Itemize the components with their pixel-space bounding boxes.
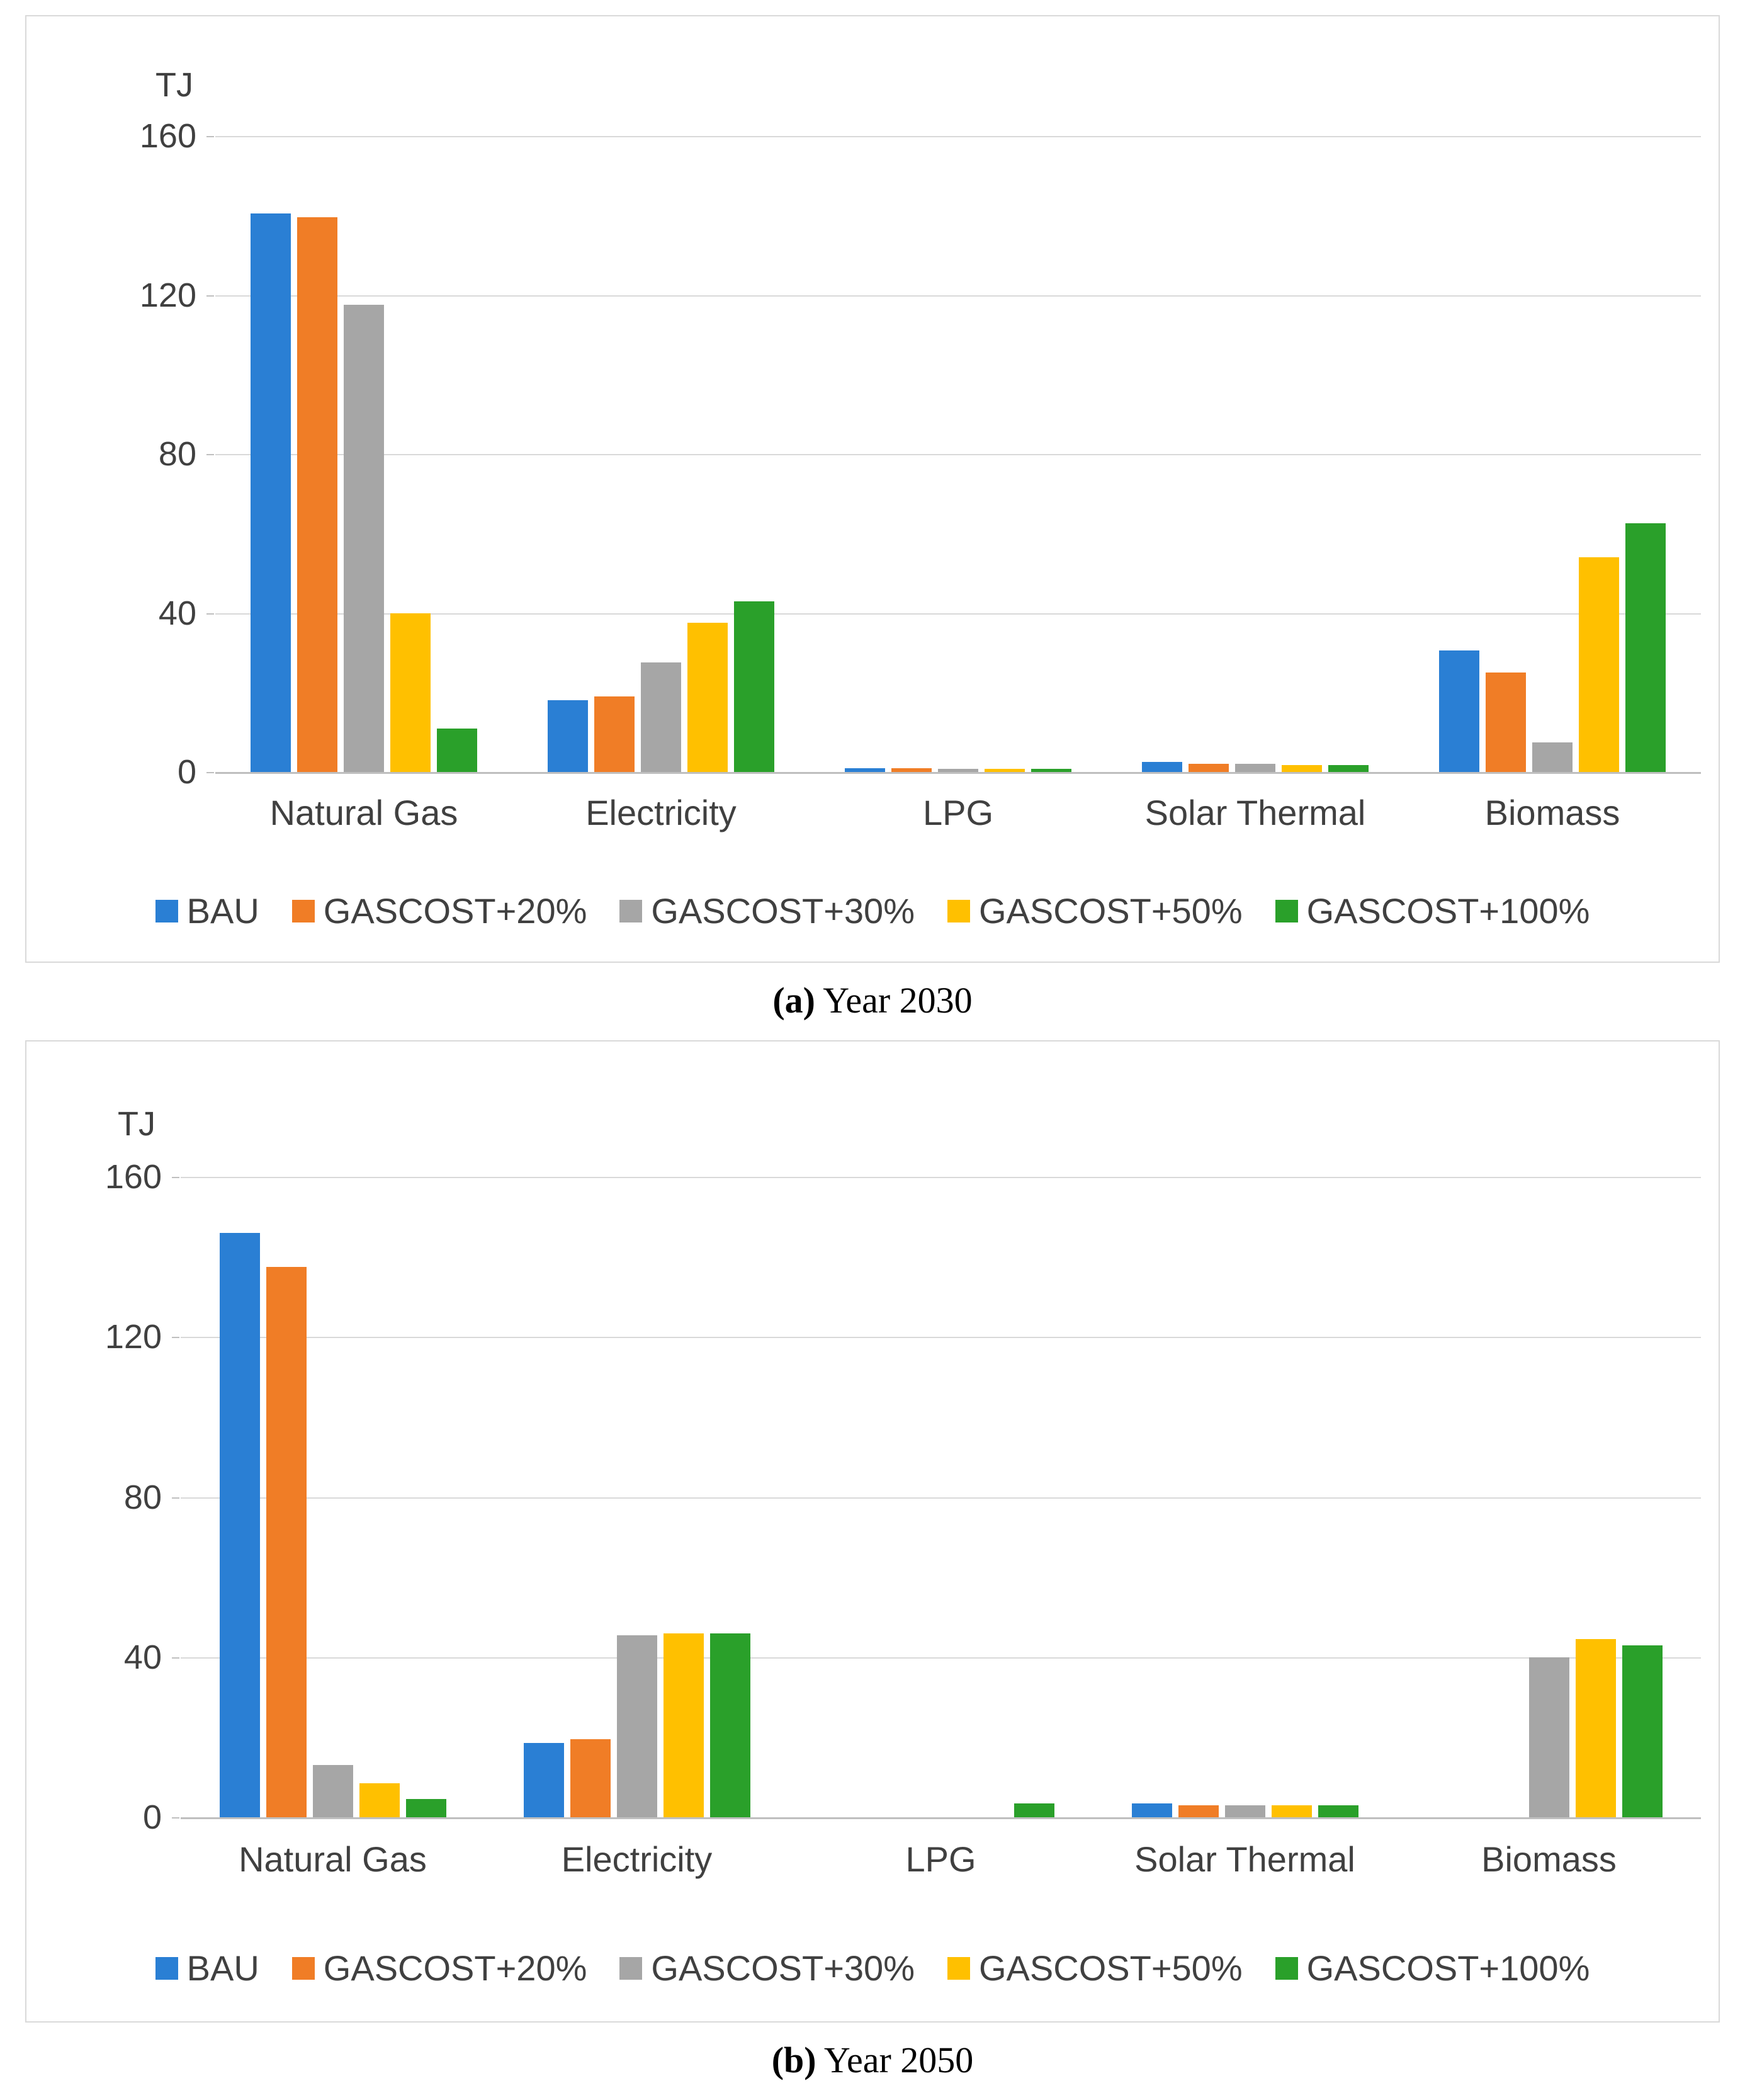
legend-item — [292, 1948, 587, 1989]
bar — [664, 1633, 704, 1817]
gridline — [181, 1337, 1701, 1338]
y-axis-unit: TJ — [118, 1105, 155, 1143]
legend-label: BAU — [186, 891, 259, 931]
bar — [938, 769, 978, 772]
x-axis-category-label: Solar Thermal — [1134, 1839, 1355, 1879]
legend-swatch — [947, 1957, 970, 1980]
bar — [297, 217, 337, 772]
y-axis-tick-label: 160 — [139, 117, 196, 155]
bar — [570, 1739, 611, 1817]
legend-swatch — [619, 1957, 642, 1980]
bar — [687, 623, 728, 772]
bar — [891, 768, 932, 772]
x-axis-line — [181, 1817, 1701, 1819]
gridline — [181, 1657, 1701, 1659]
bar — [406, 1799, 446, 1817]
y-axis-tick — [206, 613, 214, 615]
legend-item — [947, 890, 1243, 931]
bar — [710, 1633, 750, 1817]
caption-a-prefix: (a) — [772, 980, 815, 1021]
bar — [1486, 673, 1526, 772]
legend-swatch — [155, 900, 178, 922]
y-axis-tick-label: 0 — [177, 753, 196, 791]
legend-item — [1275, 1948, 1590, 1989]
y-axis-tick-label: 40 — [158, 594, 196, 632]
y-axis-tick — [172, 1497, 179, 1499]
x-axis-category-label: LPG — [922, 793, 994, 832]
x-axis-category-label: Biomass — [1481, 1839, 1617, 1879]
y-axis-tick-label: 120 — [139, 276, 196, 314]
plot-area-b — [26, 1041, 1719, 2021]
y-axis-tick — [172, 1657, 179, 1659]
bar — [1225, 1805, 1265, 1817]
bar — [1235, 764, 1275, 772]
bar — [985, 769, 1025, 772]
bar — [1272, 1805, 1312, 1817]
y-axis-tick-label: 80 — [123, 1478, 162, 1516]
legend-item — [155, 890, 259, 931]
bar — [524, 1743, 564, 1817]
legend-label: GASCOST+50% — [979, 1948, 1243, 1988]
y-axis-tick-label: 0 — [142, 1798, 162, 1836]
y-axis-tick-label: 40 — [123, 1638, 162, 1676]
x-axis-category-label: LPG — [905, 1839, 976, 1879]
legend-item — [619, 890, 915, 931]
bar — [390, 613, 431, 773]
bar — [359, 1783, 400, 1817]
chart-a — [25, 15, 1720, 963]
bar — [641, 662, 681, 772]
x-axis-category-label: Solar Thermal — [1144, 793, 1366, 832]
bar — [1178, 1805, 1219, 1817]
bar — [266, 1267, 307, 1817]
legend-label: GASCOST+20% — [323, 1948, 587, 1988]
x-axis-category-label: Electricity — [561, 1839, 713, 1879]
bar — [1014, 1803, 1054, 1817]
legend-swatch — [292, 1957, 315, 1980]
bar — [1318, 1805, 1358, 1817]
gridline — [181, 1497, 1701, 1499]
bar — [437, 729, 477, 772]
caption-b — [772, 2039, 974, 2081]
legend-label: GASCOST+30% — [651, 1948, 915, 1988]
bar — [251, 213, 291, 772]
bar — [1529, 1657, 1569, 1817]
chart-b — [25, 1040, 1720, 2023]
figure-a — [25, 15, 1720, 1040]
gridline — [215, 454, 1701, 455]
bar — [845, 768, 885, 772]
bar — [313, 1765, 353, 1817]
bar — [1579, 557, 1619, 772]
legend-item — [292, 890, 587, 931]
bar — [1532, 742, 1573, 772]
legend-b — [26, 1948, 1719, 1989]
y-axis-tick — [172, 1337, 179, 1338]
bar — [1031, 769, 1071, 772]
y-axis-tick — [206, 295, 214, 297]
caption-b-text: Year 2050 — [816, 2040, 974, 2080]
legend-label: GASCOST+20% — [323, 891, 587, 931]
bar — [1576, 1639, 1616, 1817]
legend-label: GASCOST+100% — [1306, 891, 1590, 931]
legend-label: BAU — [186, 1948, 259, 1988]
caption-a-text: Year 2030 — [815, 980, 973, 1021]
bar — [594, 696, 635, 772]
caption-b-prefix: (b) — [771, 2040, 816, 2080]
x-axis-category-label: Natural Gas — [239, 1839, 427, 1879]
bar — [734, 601, 774, 772]
y-axis-tick — [206, 454, 214, 455]
gridline — [181, 1177, 1701, 1178]
legend-label: GASCOST+30% — [651, 891, 915, 931]
bar — [1439, 650, 1479, 772]
figure-b — [25, 1040, 1720, 2100]
bar — [617, 1635, 657, 1817]
bar — [1189, 764, 1229, 772]
legend-swatch — [292, 900, 315, 922]
x-axis-line — [215, 772, 1701, 774]
y-axis-tick-label: 160 — [104, 1158, 162, 1196]
x-axis-category-label: Natural Gas — [269, 793, 458, 832]
gridline — [215, 136, 1701, 137]
y-axis-tick — [206, 772, 214, 773]
bar — [220, 1233, 260, 1817]
caption-a — [772, 979, 972, 1021]
y-axis-tick — [172, 1817, 179, 1819]
y-axis-tick-label: 120 — [104, 1318, 162, 1356]
bar — [1142, 762, 1182, 772]
bar — [344, 305, 384, 772]
y-axis-tick-label: 80 — [158, 435, 196, 473]
plot-area-a — [26, 16, 1719, 962]
bar — [1282, 765, 1322, 772]
y-axis-tick — [172, 1177, 179, 1178]
bar — [1328, 765, 1369, 772]
legend-a — [26, 890, 1719, 931]
y-axis-tick — [206, 136, 214, 137]
gridline — [215, 613, 1701, 615]
x-axis-category-label: Biomass — [1484, 793, 1620, 832]
legend-swatch — [1275, 900, 1298, 922]
bar — [1625, 523, 1666, 772]
y-axis-unit: TJ — [155, 66, 193, 104]
legend-swatch — [619, 900, 642, 922]
legend-swatch — [155, 1957, 178, 1980]
legend-item — [947, 1948, 1243, 1989]
bar — [1132, 1803, 1172, 1817]
legend-item — [619, 1948, 915, 1989]
bar — [548, 700, 588, 772]
legend-swatch — [947, 900, 970, 922]
bar — [1622, 1645, 1663, 1817]
legend-item — [1275, 890, 1590, 931]
legend-label: GASCOST+50% — [979, 891, 1243, 931]
legend-swatch — [1275, 1957, 1298, 1980]
x-axis-category-label: Electricity — [585, 793, 737, 832]
legend-label: GASCOST+100% — [1306, 1948, 1590, 1988]
gridline — [215, 295, 1701, 297]
legend-item — [155, 1948, 259, 1989]
